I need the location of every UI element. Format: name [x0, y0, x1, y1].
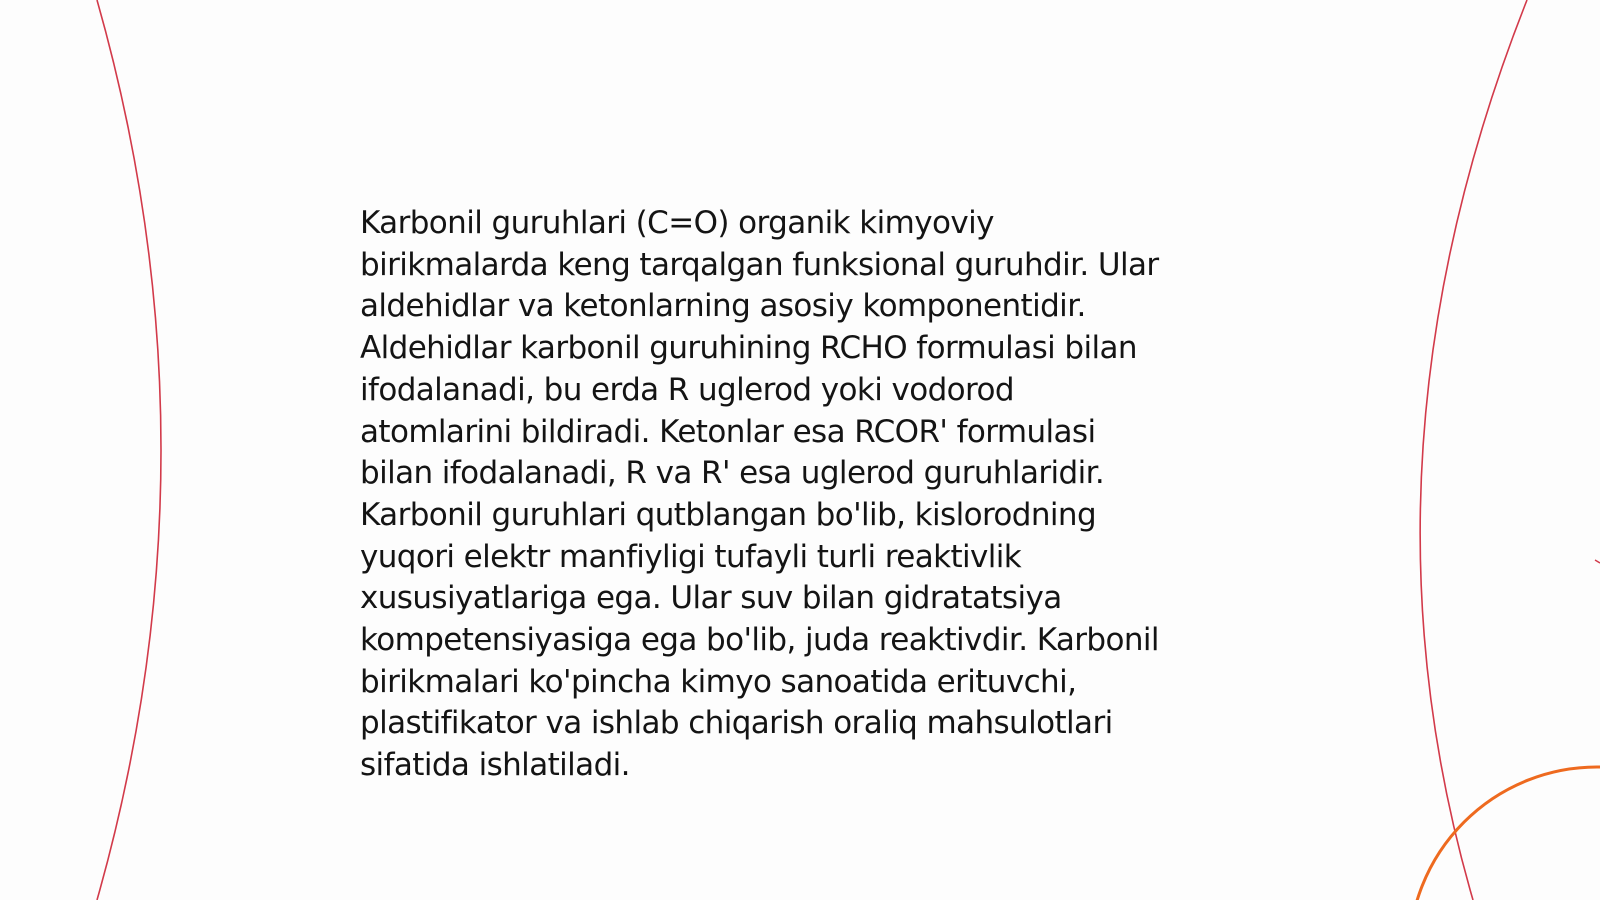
left-curve-line	[97, 0, 161, 900]
right-curve-line	[1420, 0, 1527, 900]
body-paragraph: Karbonil guruhlari (C=O) organik kimyoviy birikmalarda keng tarqalgan funksional guruhdir. Ular aldehidlar va ketonlarning asosiy komponentidir. Aldehidlar karbonil guruhining RCHO formulasi bilan ifodalanadi, bu erda R uglerod yoki vodorod atomlarini bildiradi. Ketonlar esa RCOR' formulasi bilan ifodalanadi, R va R' esa uglerod guruhlaridir. Karbonil guruhlari qutblangan bo'lib, kislorodning yuqori elektr manfiyligi tufayli turli reaktivlik xususiyatlariga ega. Ular suv bilan gidratatsiya kompetensiyasiga ega bo'lib, juda reaktivdir. Karbonil birikmalari ko'pincha kimyo sanoatida erituvchi, plastifikator va ishlab chiqarish oraliq mahsulotlari sifatida ishlatiladi.	[360, 205, 1159, 784]
orange-circle-arc	[1409, 767, 1600, 900]
right-edge-tick	[1595, 560, 1600, 563]
